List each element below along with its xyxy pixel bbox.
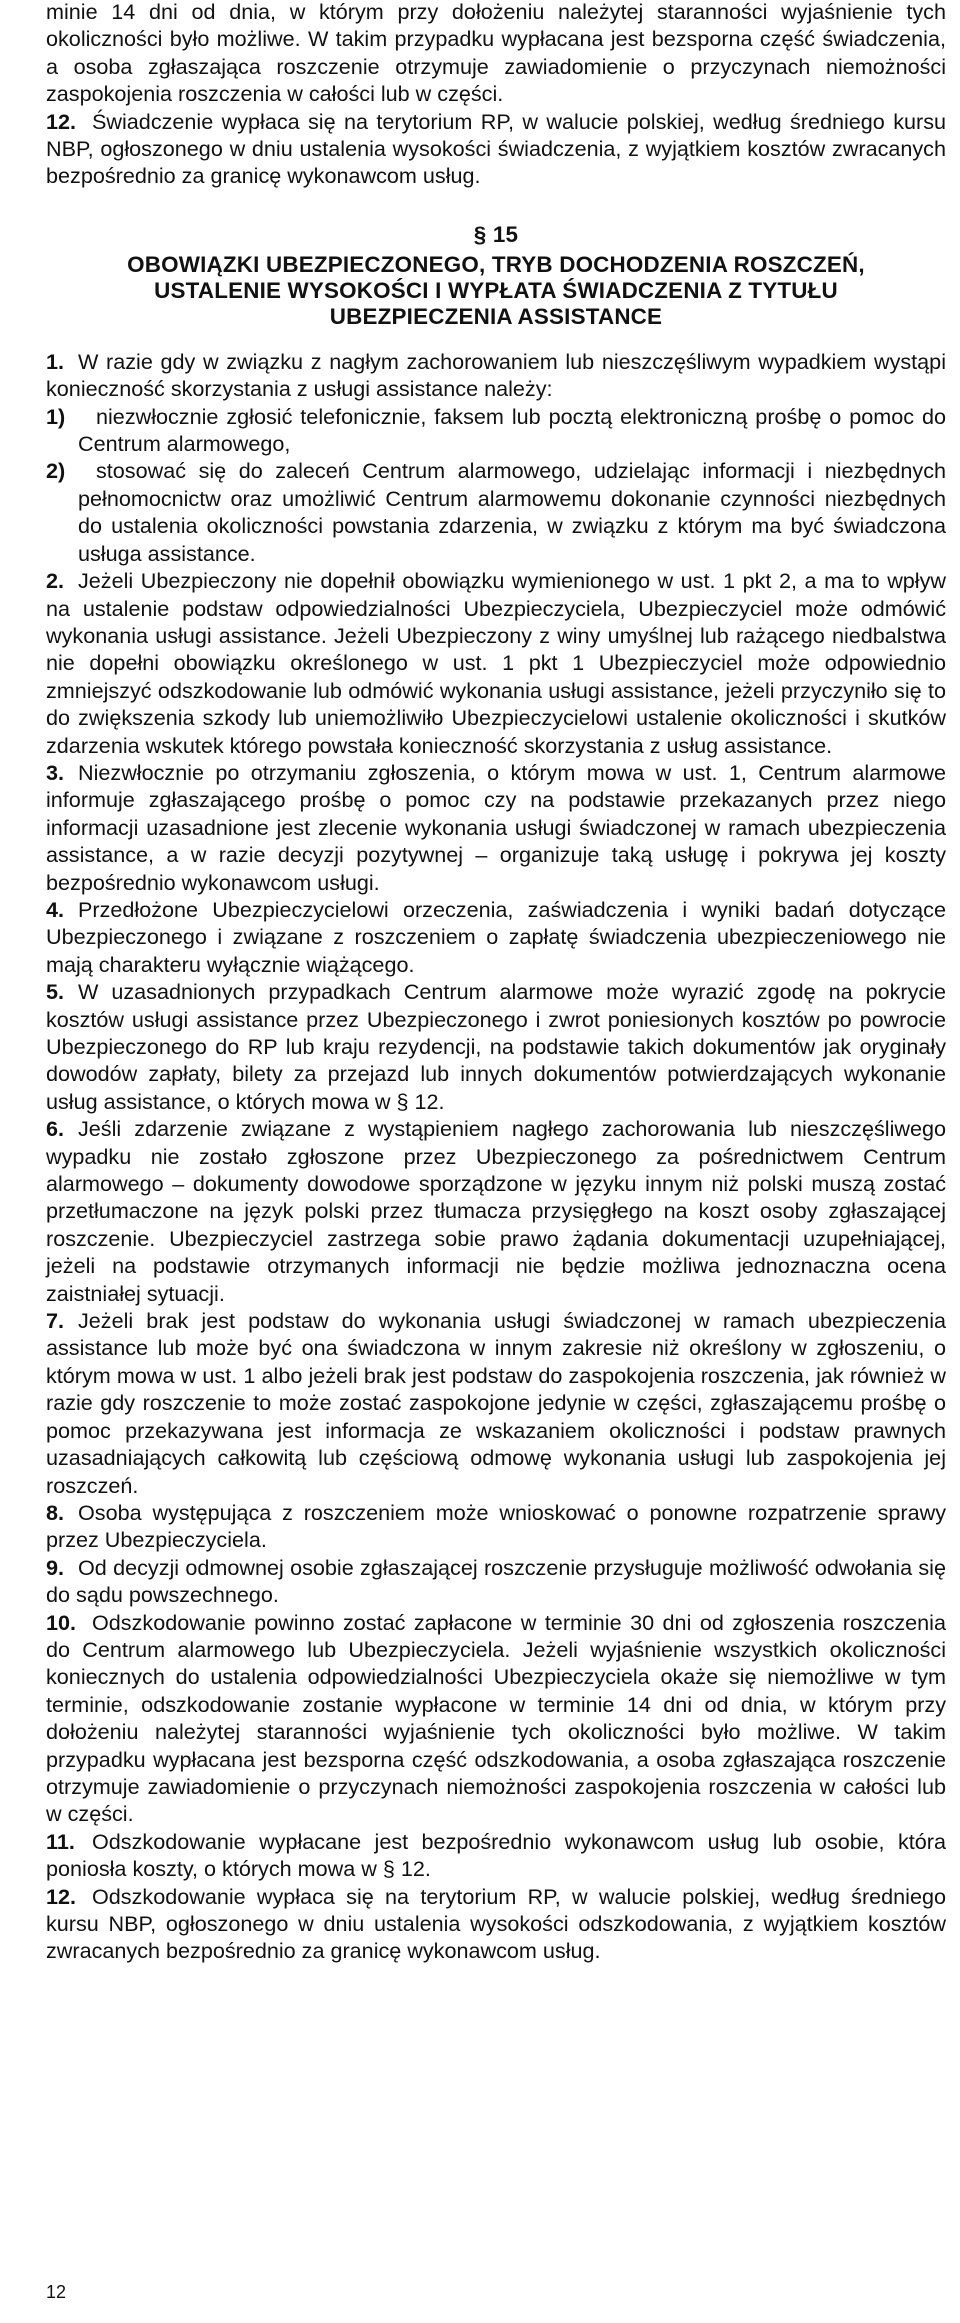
item-text: Odszkodowanie wypłaca się na terytorium RP, w walucie polskiej, według średniego kursu NBP, ogłoszonego w dniu ustalenia wysokości odszkodowania, z wyjątkiem kosztów zwracanych bezpośrednio za granicę wykonawcom usług. <box>46 1883 946 1964</box>
sub-item-number: 1) <box>46 403 66 429</box>
item-number: 2. <box>46 568 65 594</box>
list-item <box>46 1115 946 1307</box>
sub-item-text: niezwłocznie zgłosić telefonicznie, faksem lub pocztą elektroniczną prośbę o pomoc do Centrum alarmowego, <box>78 403 946 457</box>
document-page <box>46 0 946 1965</box>
item-text: Jeśli zdarzenie związane z wystąpieniem nagłego zachorowania lub nieszczęśliwego wypadku nie zostało zgłoszone przez Ubezpieczonego za pośrednictwem Centrum alarmowego – dokumenty dowodowe sporządzone w języku innym niż polski muszą zostać przetłumaczone na język polski przez tłumacza przysięgłego na koszt osoby zgłaszającej roszczenie. Ubezpieczyciel zastrzega sobie prawo żądania dokumentacji uzupełniającej, jeżeli na podstawie otrzymanych informacji nie będzie możliwa jednoznaczna ocena zaistniałej sytuacji. <box>46 1116 946 1306</box>
item-number: 4. <box>46 896 65 922</box>
list-item <box>46 896 946 978</box>
item-text: Jeżeli Ubezpieczony nie dopełnił obowiązku wymienionego w ust. 1 pkt 2, a ma to wpływ na ustalenie podstaw odpowiedzialności Ubezpieczyciela, Ubezpieczyciel może odmówić wykonania usługi assistance. Jeżeli Ubezpieczony z winy umyślnej lub rażącego niedbalstwa nie dopełni obowiązku określonego w ust. 1 pkt 1 Ubezpieczyciel może odpowiednio zmniejszyć odszkodowanie lub odmówić wykonania usługi assistance, jeżeli przyczyniło się to do zwiększenia szkody lub uniemożliwiło Ubezpieczycielowi ustalenie okoliczności i skutków zdarzenia wskutek którego powstała konieczność skorzystania z usług assistance. <box>46 568 946 758</box>
item-number: 12. <box>46 1883 77 1909</box>
list-item <box>46 1828 946 1883</box>
sub-list-item <box>46 403 946 458</box>
item-number: 9. <box>46 1554 65 1580</box>
item-text: Świadczenie wypłaca się na terytorium RP, w walucie polskiej, według średniego kursu NBP, ogłoszonego w dniu ustalenia wysokości świadczenia, z wyjątkiem kosztów zwracanych bezpośrednio za granicę wykonawcom usług. <box>46 108 946 189</box>
list-item <box>46 1609 946 1828</box>
section-heading <box>46 222 946 330</box>
item-text: Odszkodowanie wypłacane jest bezpośrednio wykonawcom usług lub osobie, która poniosła koszty, o których mowa w § 12. <box>46 1828 946 1882</box>
numbered-list <box>46 348 946 1965</box>
item-number: 5. <box>46 979 65 1005</box>
item-text: Niezwłocznie po otrzymaniu zgłoszenia, o którym mowa w ust. 1, Centrum alarmowe informuje zgłaszającego prośbę o pomoc czy na podstawie przekazanych przez niego informacji uzasadnione jest zlecenie wykonania usługi świadczonej w ramach ubezpieczenia assistance, a w razie decyzji pozytywnej – organizuje taką usługę i pokrywa jej koszty bezpośrednio wykonawcom usługi. <box>46 759 946 895</box>
sub-item-number: 2) <box>46 458 66 484</box>
item-number: 12. <box>46 108 77 134</box>
intro-paragraph: minie 14 dni od dnia, w którym przy dołożeniu należytej staranności wyjaśnienie tych okoliczności było możliwe. W takim przypadku wypłacana jest bezsporna część świadczenia, a osoba zgłaszająca roszczenie otrzymuje zawiadomienie o przyczynach niemożności zaspokojenia roszczenia w całości lub w części. <box>46 0 946 107</box>
section-title-line-1: OBOWIĄZKI UBEZPIECZONEGO, TRYB DOCHODZENIA ROSZCZEŃ, <box>127 251 865 277</box>
section-title-line-3: UBEZPIECZENIA ASSISTANCE <box>329 303 663 329</box>
intro-item-12 <box>46 108 946 190</box>
item-number: 7. <box>46 1308 65 1334</box>
list-item <box>46 1883 946 1965</box>
item-number: 3. <box>46 759 65 785</box>
item-text: Jeżeli brak jest podstaw do wykonania usługi świadczonej w ramach ubezpieczenia assistance lub może być ona świadczona w innym zakresie niż określony w zgłoszeniu, o którym mowa w ust. 1 albo jeżeli brak jest podstaw do zaspokojenia roszczenia, jak również w razie gdy roszczenie to może zostać zaspokojone jedynie w części, zgłaszającemu prośbę o pomoc przekazywana jest informacja ze wskazaniem okoliczności i podstaw prawnych uzasadniających całkowitą lub częściową odmowę wykonania usługi lub zaspokojenia jej roszczeń. <box>46 1308 946 1498</box>
sub-item-text: stosować się do zaleceń Centrum alarmowego, udzielając informacji i niezbędnych pełnomocnictw oraz umożliwić Centrum alarmowemu dokonanie czynności niezbędnych do ustalenia okoliczności powstania zdarzenia, w związku z którym ma być świadczona usługa assistance. <box>78 458 946 566</box>
item-text: W razie gdy w związku z nagłym zachorowaniem lub nieszczęśliwym wypadkiem wystąpi konieczność skorzystania z usługi assistance należy: <box>46 348 946 402</box>
list-item <box>46 1554 946 1609</box>
section-number: § 15 <box>473 221 519 247</box>
list-item <box>46 567 946 759</box>
list-item <box>46 1499 946 1554</box>
item-text: W uzasadnionych przypadkach Centrum alarmowe może wyrazić zgodę na pokrycie kosztów usługi assistance przez Ubezpieczonego i zwrot poniesionych kosztów po powrocie Ubezpieczonego do RP lub kraju rezydencji, na podstawie takich dokumentów jak oryginały dowodów zapłaty, bilety za przejazd lub innych dokumentów potwierdzających wykonanie usług assistance, o których mowa w § 12. <box>46 979 946 1114</box>
item-text: Osoba występująca z roszczeniem może wnioskować o ponowne rozpatrzenie sprawy przez Ubezpieczyciela. <box>46 1499 946 1553</box>
item-text: Od decyzji odmownej osobie zgłaszającej roszczenie przysługuje możliwość odwołania się do sądu powszechnego. <box>46 1554 946 1608</box>
item-text: Odszkodowanie powinno zostać zapłacone w terminie 30 dni od zgłoszenia roszczenia do Centrum alarmowego lub Ubezpieczyciela. Jeżeli wyjaśnienie wszystkich okoliczności koniecznych do ustalenia odpowiedzialności Ubezpieczyciela okaże się niemożliwe w tym terminie, odszkodowanie zostanie wypłacone w terminie 14 dni od dnia, w którym przy dołożeniu należytej staranności wyjaśnienie tych okoliczności było możliwe. W takim przypadku wypłacana jest bezsporna część odszkodowania, a osoba zgłaszająca roszczenie otrzymuje zawiadomienie o przyczynach niemożności zaspokojenia roszczenia w całości lub w części. <box>46 1609 946 1827</box>
list-item <box>46 1307 946 1499</box>
item-number: 10. <box>46 1609 77 1635</box>
page-number: 12 <box>46 2282 67 2302</box>
list-item <box>46 759 946 896</box>
item-number: 8. <box>46 1499 65 1525</box>
item-number: 11. <box>46 1828 75 1854</box>
item-number: 1. <box>46 348 65 374</box>
section-title-line-2: USTALENIE WYSOKOŚCI I WYPŁATA ŚWIADCZENIA Z TYTUŁU <box>154 277 838 303</box>
list-item <box>46 978 946 1115</box>
item-text: Przedłożone Ubezpieczycielowi orzeczenia, zaświadczenia i wyniki badań dotyczące Ubezpieczonego i związane z roszczeniem o zapłatę świadczenia ubezpieczeniowego nie mają charakteru wyłącznie wiążącego. <box>46 896 946 977</box>
item-number: 6. <box>46 1116 65 1142</box>
list-item <box>46 348 946 403</box>
sub-list-item <box>46 457 946 567</box>
